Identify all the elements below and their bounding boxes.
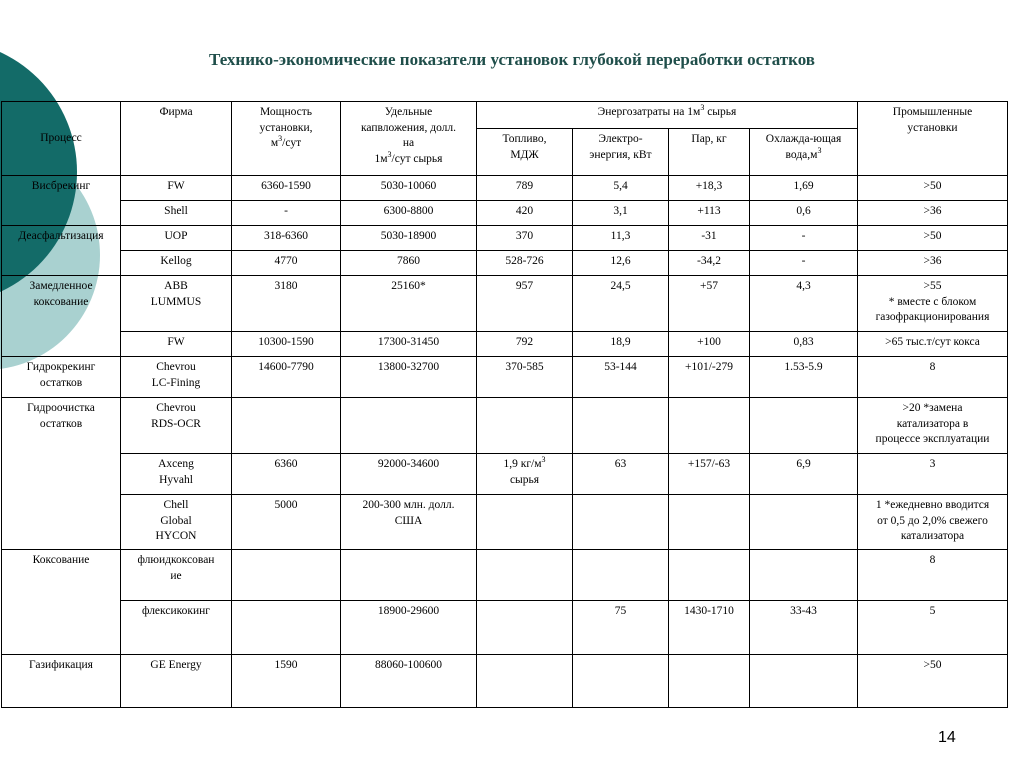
cell-electricity: 75: [573, 601, 669, 655]
header-fuel: Топливо, МДЖ: [477, 129, 573, 176]
header-firm: Фирма: [121, 102, 232, 176]
cell-electricity: [573, 495, 669, 550]
table-row: [2, 332, 1008, 357]
cell-industrial: >50: [858, 226, 1008, 251]
cell-fuel: 789: [477, 176, 573, 201]
cell-electricity: [573, 550, 669, 601]
cell-industrial: 8: [858, 550, 1008, 601]
cell-industrial: 3: [858, 454, 1008, 495]
cell-fuel: 1,9 $кг/м^3$ сырья: [477, 454, 573, 495]
cell-industrial: >55 * вместе с блоком газофракционирования: [858, 276, 1008, 332]
cell-capacity: [232, 601, 341, 655]
cell-capacity: 10300-1590: [232, 332, 341, 357]
cell-firm: GE Energy: [121, 655, 232, 708]
cell-capex: 92000-34600: [341, 454, 477, 495]
cell-capacity: 1590: [232, 655, 341, 708]
cell-capex: 5030-10060: [341, 176, 477, 201]
cell-process: Гидроочистка остатков: [2, 398, 121, 454]
table-row: [2, 601, 1008, 655]
cell-steam: +100: [669, 332, 750, 357]
cell-cooling-water: 0,6: [750, 201, 858, 226]
table-row: [2, 398, 1008, 454]
cell-capex: 25160*: [341, 276, 477, 332]
cell-process: Замедленное коксование: [2, 276, 121, 332]
cell-capex: [341, 550, 477, 601]
table-row: [2, 454, 1008, 495]
cell-firm: FW: [121, 332, 232, 357]
cell-steam: -31: [669, 226, 750, 251]
table-row: [2, 550, 1008, 601]
cell-firm: флексикокинг: [121, 601, 232, 655]
cell-fuel: [477, 398, 573, 454]
cell-firm: Chevrou LC-Fining: [121, 357, 232, 398]
cell-cooling-water: [750, 655, 858, 708]
cell-fuel: [477, 495, 573, 550]
cell-fuel: 370: [477, 226, 573, 251]
cell-electricity: [573, 398, 669, 454]
table-row: [2, 176, 1008, 201]
table-row: [2, 201, 1008, 226]
cell-capex: 6300-8800: [341, 201, 477, 226]
header-capex: Удельные капвложения, долл. на $1м^3$/сут сырья: [341, 102, 477, 176]
cell-capacity: 6360-1590: [232, 176, 341, 201]
cell-steam: +113: [669, 201, 750, 226]
cell-electricity: 11,3: [573, 226, 669, 251]
cell-fuel: [477, 655, 573, 708]
cell-capacity: [232, 550, 341, 601]
cell-process: Гидрокрекинг остатков: [2, 357, 121, 398]
cell-process: Висбрекинг: [2, 176, 121, 201]
cell-steam: [669, 655, 750, 708]
cell-capex: 88060-100600: [341, 655, 477, 708]
cell-cooling-water: 6,9: [750, 454, 858, 495]
cell-steam: 1430-1710: [669, 601, 750, 655]
cell-process: Деасфальтизация: [2, 226, 121, 251]
cell-process: [2, 251, 121, 276]
table-row: [2, 226, 1008, 251]
cell-industrial: >50: [858, 176, 1008, 201]
header-industrial: Промышленные установки: [858, 102, 1008, 176]
cell-industrial: >20 *замена катализатора в процессе эксплуатации: [858, 398, 1008, 454]
cell-electricity: 5,4: [573, 176, 669, 201]
cell-steam: +157/-63: [669, 454, 750, 495]
cell-electricity: 53-144: [573, 357, 669, 398]
cell-electricity: [573, 655, 669, 708]
cell-industrial: 8: [858, 357, 1008, 398]
cell-cooling-water: [750, 550, 858, 601]
cell-cooling-water: -: [750, 251, 858, 276]
cell-cooling-water: 4,3: [750, 276, 858, 332]
cell-fuel: 528-726: [477, 251, 573, 276]
cell-capex: 7860: [341, 251, 477, 276]
cell-electricity: 63: [573, 454, 669, 495]
cell-capacity: [232, 398, 341, 454]
cell-fuel: [477, 601, 573, 655]
cell-process: [2, 601, 121, 655]
cell-capex: 5030-18900: [341, 226, 477, 251]
cell-capex: [341, 398, 477, 454]
cell-fuel: 792: [477, 332, 573, 357]
cell-cooling-water: 33-43: [750, 601, 858, 655]
cell-electricity: 18,9: [573, 332, 669, 357]
cell-firm: флюидкоксован ие: [121, 550, 232, 601]
cell-steam: [669, 495, 750, 550]
cell-capacity: 5000: [232, 495, 341, 550]
cell-process: [2, 495, 121, 550]
cell-cooling-water: 1,69: [750, 176, 858, 201]
page-title: Технико-экономические показатели установок глубокой переработки остатков: [209, 50, 815, 69]
cell-industrial: >50: [858, 655, 1008, 708]
cell-cooling-water: 1.53-5.9: [750, 357, 858, 398]
cell-capacity: 3180: [232, 276, 341, 332]
page-number: 14: [938, 729, 956, 746]
header-electricity: Электро- энергия, кВт: [573, 129, 669, 176]
header-process: Процесс: [2, 102, 121, 176]
table-row: [2, 655, 1008, 708]
header-capacity: Мощность установки, $м^3$/сут: [232, 102, 341, 176]
cell-process: Газификация: [2, 655, 121, 708]
cell-firm: UOP: [121, 226, 232, 251]
cell-firm: FW: [121, 176, 232, 201]
cell-firm: ABB LUMMUS: [121, 276, 232, 332]
table-row: [2, 495, 1008, 550]
cell-steam: +101/-279: [669, 357, 750, 398]
cell-industrial: >36: [858, 251, 1008, 276]
cell-steam: +57: [669, 276, 750, 332]
cell-capex: 200-300 млн. долл. США: [341, 495, 477, 550]
cell-fuel: 957: [477, 276, 573, 332]
cell-capex: 18900-29600: [341, 601, 477, 655]
header-steam: Пар, кг: [669, 129, 750, 176]
cell-fuel: 370-585: [477, 357, 573, 398]
cell-industrial: 1 *ежедневно вводится от 0,5 до 2,0% свежего катализатора: [858, 495, 1008, 550]
cell-steam: +18,3: [669, 176, 750, 201]
cell-capacity: 14600-7790: [232, 357, 341, 398]
indicators-table: [1, 101, 1008, 708]
table-header-row: [2, 102, 1008, 129]
cell-electricity: 12,6: [573, 251, 669, 276]
table-row: [2, 357, 1008, 398]
cell-cooling-water: [750, 398, 858, 454]
cell-fuel: [477, 550, 573, 601]
cell-industrial: 5: [858, 601, 1008, 655]
cell-firm: Shell: [121, 201, 232, 226]
cell-capacity: 4770: [232, 251, 341, 276]
cell-process: Коксование: [2, 550, 121, 601]
cell-cooling-water: 0,83: [750, 332, 858, 357]
cell-industrial: >36: [858, 201, 1008, 226]
cell-fuel: 420: [477, 201, 573, 226]
cell-process: [2, 454, 121, 495]
header-cooling-water: Охлажда-ющая $вода,м^3$: [750, 129, 858, 176]
cell-firm: Kellog: [121, 251, 232, 276]
cell-cooling-water: [750, 495, 858, 550]
cell-firm: Chevrou RDS-OCR: [121, 398, 232, 454]
cell-cooling-water: -: [750, 226, 858, 251]
cell-firm: Axceng Hyvahl: [121, 454, 232, 495]
header-energy: Энергозатраты на $1м^3$ сырья: [477, 102, 858, 129]
cell-capacity: 6360: [232, 454, 341, 495]
cell-electricity: 24,5: [573, 276, 669, 332]
cell-capex: 13800-32700: [341, 357, 477, 398]
cell-steam: -34,2: [669, 251, 750, 276]
cell-firm: Chell Global HYCON: [121, 495, 232, 550]
table-row: [2, 251, 1008, 276]
cell-capacity: -: [232, 201, 341, 226]
cell-capacity: 318-6360: [232, 226, 341, 251]
cell-process: [2, 201, 121, 226]
table-row: [2, 276, 1008, 332]
cell-steam: [669, 550, 750, 601]
cell-industrial: >65 тыс.т/сут кокса: [858, 332, 1008, 357]
cell-electricity: 3,1: [573, 201, 669, 226]
cell-steam: [669, 398, 750, 454]
cell-capex: 17300-31450: [341, 332, 477, 357]
cell-process: [2, 332, 121, 357]
